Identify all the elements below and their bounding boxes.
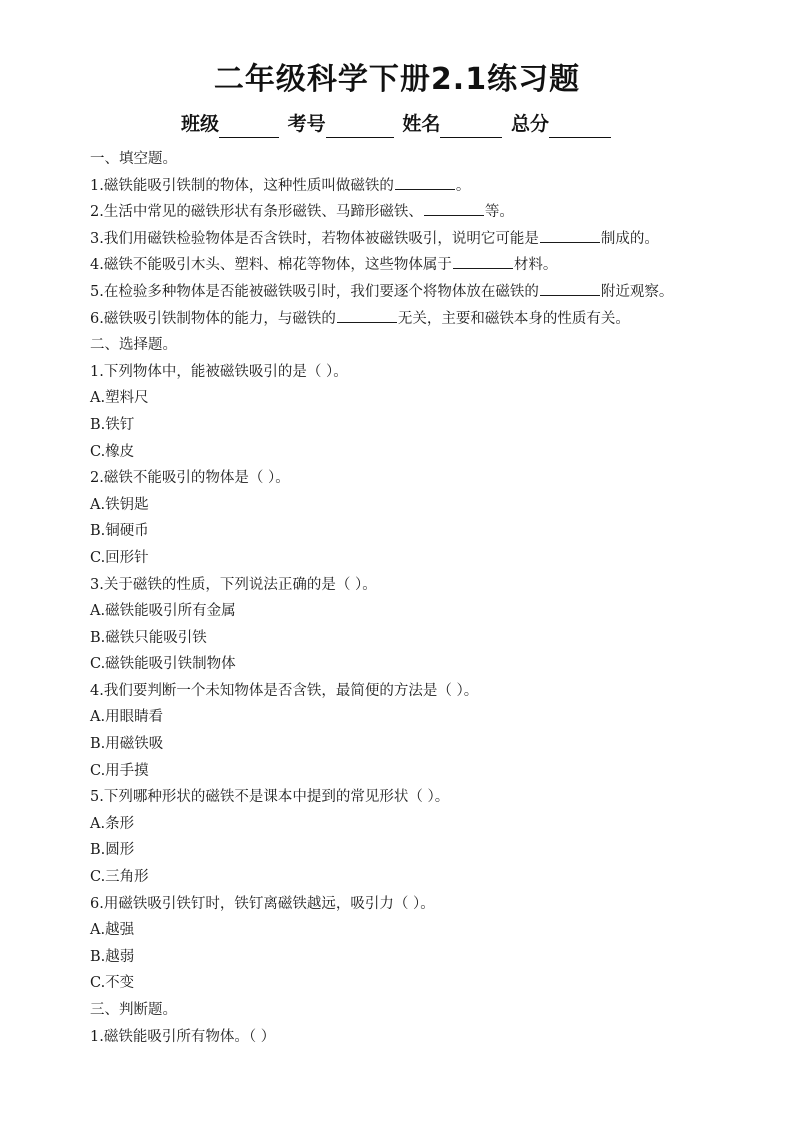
choice-option: C.不变 xyxy=(90,975,135,992)
choice-question-5: 5.下列哪种形状的磁铁不是课本中提到的常见形状（ ）。 xyxy=(90,789,450,806)
choice-option: C.回形针 xyxy=(90,549,149,566)
fill-question-6-tail: 无关，主要和磁铁本身的性质有关。 xyxy=(397,310,630,327)
answer-blank xyxy=(395,173,455,190)
choice-question-3: 3.关于磁铁的性质，下列说法正确的是（ ）。 xyxy=(90,576,377,593)
exam-no-label: 考号 xyxy=(287,113,326,135)
name-label: 姓名 xyxy=(402,113,441,135)
name-blank xyxy=(440,115,502,138)
fill-question-6-text: 6.磁铁吸引铁制物体的能力，与磁铁的 xyxy=(90,310,336,327)
worksheet-body xyxy=(90,146,770,1050)
section-heading-fill: 一、填空题。 xyxy=(90,151,177,167)
fill-question-4-tail: 材料。 xyxy=(513,257,558,274)
fill-question-5 xyxy=(90,279,770,306)
judge-question-1: 1.磁铁能吸引所有物体。（ ） xyxy=(90,1028,276,1045)
fill-question-1-text: 1.磁铁能吸引铁制的物体，这种性质叫做磁铁的 xyxy=(90,177,394,194)
choice-question-4: 4.我们要判断一个未知物体是否含铁，最简便的方法是（ ）。 xyxy=(90,682,479,699)
fill-question-3-tail: 制成的。 xyxy=(600,230,659,247)
class-label: 班级 xyxy=(181,113,220,135)
answer-blank xyxy=(453,252,513,269)
choice-question-6: 6.用磁铁吸引铁钉时，铁钉离磁铁越远，吸引力（ ）。 xyxy=(90,895,435,912)
class-blank xyxy=(219,115,279,138)
choice-option: B.磁铁只能吸引铁 xyxy=(90,629,207,646)
section-heading-choice: 二、选择题。 xyxy=(90,337,177,354)
fill-question-5-text: 5.在检验多种物体是否能被磁铁吸引时，我们要逐个将物体放在磁铁的 xyxy=(90,283,539,300)
fill-question-4 xyxy=(90,252,770,279)
choice-option: A.塑料尺 xyxy=(90,390,149,407)
fill-question-5-tail: 附近观察。 xyxy=(600,283,674,300)
score-label: 总分 xyxy=(510,113,549,135)
page-title: 二年级科学下册2.1练习题 xyxy=(213,62,581,97)
choice-option: A.用眼睛看 xyxy=(90,709,164,726)
score-blank xyxy=(549,115,611,138)
choice-option: C.磁铁能吸引铁制物体 xyxy=(90,656,236,673)
fill-question-2-text: 2.生活中常见的磁铁形状有条形磁铁、马蹄形磁铁、 xyxy=(90,204,423,221)
choice-question-2: 2.磁铁不能吸引的物体是（ ）。 xyxy=(90,470,290,487)
fill-question-3-text: 3.我们用磁铁检验物体是否含铁时，若物体被磁铁吸引，说明它可能是 xyxy=(90,230,539,247)
fill-question-1-tail: 。 xyxy=(455,177,471,194)
choice-option: A.越强 xyxy=(90,922,135,939)
answer-blank xyxy=(540,279,600,296)
fill-question-2 xyxy=(90,199,770,226)
choice-option: C.用手摸 xyxy=(90,762,149,779)
choice-option: B.圆形 xyxy=(90,842,135,859)
fill-question-6 xyxy=(90,306,770,333)
fill-question-2-tail: 等。 xyxy=(484,204,514,221)
choice-option: A.磁铁能吸引所有金属 xyxy=(90,603,236,620)
choice-question-1: 1.下列物体中，能被磁铁吸引的是（ ）。 xyxy=(90,363,348,380)
choice-option: B.铁钉 xyxy=(90,416,135,433)
section-heading-judge: 三、判断题。 xyxy=(90,1002,177,1018)
fill-question-4-text: 4.磁铁不能吸引木头、塑料、棉花等物体，这些物体属于 xyxy=(90,257,452,274)
answer-blank xyxy=(337,306,397,323)
student-info-row xyxy=(0,110,794,138)
choice-option: A.铁钥匙 xyxy=(90,496,149,513)
answer-blank xyxy=(540,226,600,243)
choice-option: A.条形 xyxy=(90,815,135,832)
choice-option: C.橡皮 xyxy=(90,443,135,460)
fill-question-1 xyxy=(90,173,770,200)
choice-option: C.三角形 xyxy=(90,869,149,886)
exam-no-blank xyxy=(326,115,394,138)
choice-option: B.越弱 xyxy=(90,948,135,965)
fill-question-3 xyxy=(90,226,770,253)
answer-blank xyxy=(424,199,484,216)
choice-option: B.铜硬币 xyxy=(90,523,149,540)
choice-option: B.用磁铁吸 xyxy=(90,736,164,753)
